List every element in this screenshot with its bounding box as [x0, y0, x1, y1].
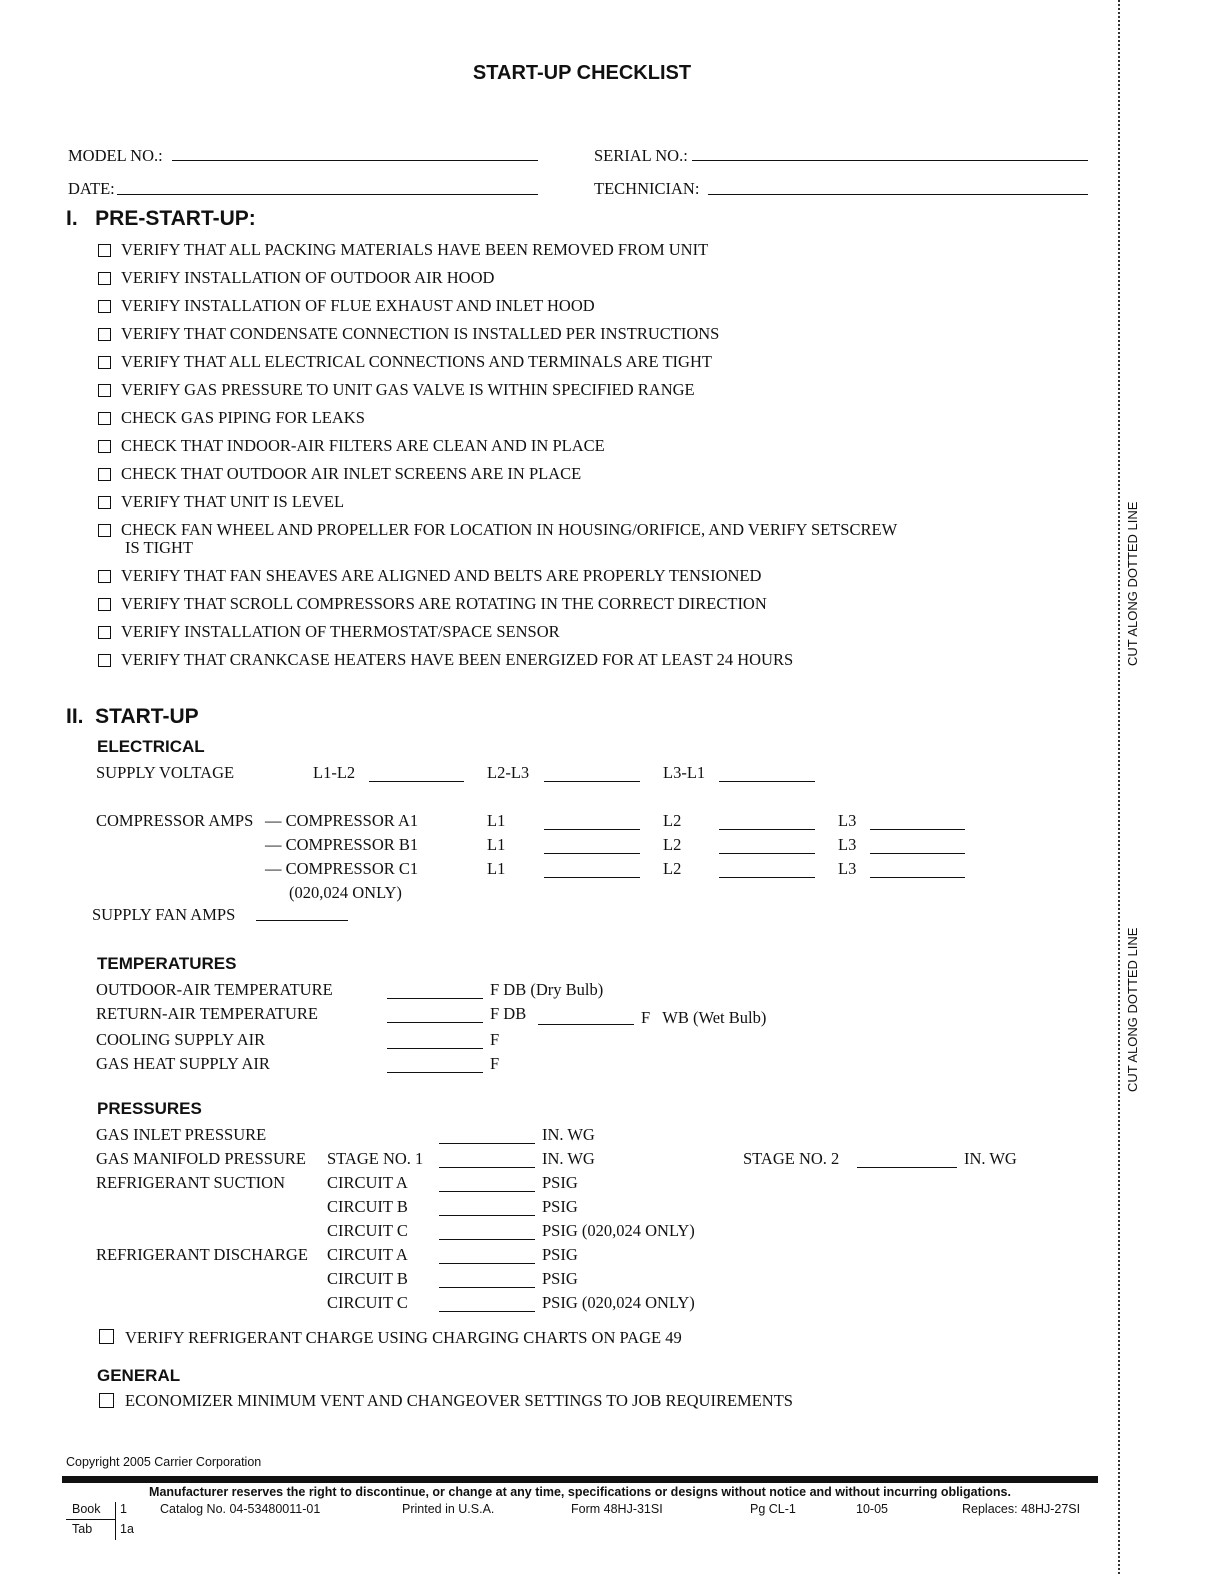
checkbox[interactable] — [98, 654, 111, 667]
cut-label-upper: CUT ALONG DOTTED LINE — [1125, 501, 1140, 666]
gas-heat-supply-air-field[interactable] — [387, 1072, 483, 1073]
b1-l2-field[interactable] — [719, 853, 815, 854]
discharge-circuit-b-unit: PSIG — [542, 1269, 578, 1288]
checkbox[interactable] — [98, 440, 111, 453]
date-field[interactable] — [117, 194, 538, 195]
compressor-b1-label: — COMPRESSOR B1 — [265, 835, 419, 854]
a1-l3-field[interactable] — [870, 829, 965, 830]
list-item: VERIFY GAS PRESSURE TO UNIT GAS VALVE IS WITHIN SPECIFIED RANGE — [121, 380, 695, 399]
list-item-continuation: IS TIGHT — [125, 538, 193, 557]
discharge-circuit-c-field[interactable] — [439, 1311, 535, 1312]
outdoor-air-temp-field[interactable] — [387, 998, 483, 999]
model-label: MODEL NO.: — [68, 146, 163, 165]
book-tab-divider — [66, 1519, 116, 1520]
issue-date: 10-05 — [856, 1502, 888, 1516]
date-label: DATE: — [68, 179, 115, 198]
section-pre-start-up-heading: I. PRE-START-UP: — [66, 207, 256, 230]
list-item: CHECK THAT INDOOR-AIR FILTERS ARE CLEAN AND IN PLACE — [121, 436, 605, 455]
compressor-amps-label: COMPRESSOR AMPS — [96, 811, 254, 830]
page-title: START-UP CHECKLIST — [472, 62, 692, 84]
cut-label-lower: CUT ALONG DOTTED LINE — [1125, 927, 1140, 1092]
footer-rule — [62, 1476, 1098, 1483]
l2-l3-label: L2-L3 — [487, 763, 530, 782]
l1-l2-field[interactable] — [369, 781, 464, 782]
checkbox[interactable] — [98, 496, 111, 509]
gas-heat-f-label: F — [490, 1054, 500, 1073]
cut-dotted-line — [1118, 0, 1120, 1574]
compressor-a1-label: — COMPRESSOR A1 — [265, 811, 419, 830]
c1-l3-label: L3 — [838, 859, 857, 878]
list-item: CHECK GAS PIPING FOR LEAKS — [121, 408, 365, 427]
list-item: VERIFY THAT UNIT IS LEVEL — [121, 492, 345, 511]
a1-l1-label: L1 — [487, 811, 506, 830]
compressor-note: (020,024 ONLY) — [289, 883, 402, 902]
checkbox[interactable] — [98, 626, 111, 639]
checkbox[interactable] — [98, 468, 111, 481]
stage2-label: STAGE NO. 2 — [743, 1149, 840, 1168]
tab-value: 1a — [120, 1522, 134, 1536]
c1-l3-field[interactable] — [870, 877, 965, 878]
list-item: VERIFY THAT FAN SHEAVES ARE ALIGNED AND BELTS ARE PROPERLY TENSIONED — [121, 566, 762, 585]
suction-circuit-a-unit: PSIG — [542, 1173, 578, 1192]
verify-charge-checkbox[interactable] — [99, 1329, 114, 1344]
discharge-circuit-c-unit: PSIG (020,024 ONLY) — [542, 1293, 695, 1312]
checkbox[interactable] — [98, 412, 111, 425]
checkbox[interactable] — [98, 524, 111, 537]
suction-circuit-c-label: CIRCUIT C — [327, 1221, 408, 1240]
verify-charge-label: VERIFY REFRIGERANT CHARGE USING CHARGING CHARTS ON PAGE 49 — [125, 1328, 682, 1347]
book-tab-vdivider — [115, 1502, 116, 1540]
cooling-f-label: F — [490, 1030, 500, 1049]
printed-in: Printed in U.S.A. — [402, 1502, 495, 1516]
list-item: VERIFY THAT ALL ELECTRICAL CONNECTIONS AND TERMINALS ARE TIGHT — [121, 352, 712, 371]
b1-l2-label: L2 — [663, 835, 682, 854]
form-number: Form 48HJ-31SI — [571, 1502, 663, 1516]
checkbox[interactable] — [98, 244, 111, 257]
discharge-circuit-a-unit: PSIG — [542, 1245, 578, 1264]
gas-manifold-pressure-label: GAS MANIFOLD PRESSURE — [96, 1149, 306, 1168]
l2-l3-field[interactable] — [544, 781, 640, 782]
pressures-heading: PRESSURES — [97, 1099, 202, 1118]
l3-l1-field[interactable] — [719, 781, 815, 782]
list-item: VERIFY INSTALLATION OF FLUE EXHAUST AND INLET HOOD — [121, 296, 595, 315]
return-air-temp-label: RETURN-AIR TEMPERATURE — [96, 1004, 318, 1023]
page-number: Pg CL-1 — [750, 1502, 796, 1516]
model-field[interactable] — [172, 160, 538, 161]
discharge-circuit-a-field[interactable] — [439, 1263, 535, 1264]
b1-l3-label: L3 — [838, 835, 857, 854]
list-item: VERIFY THAT ALL PACKING MATERIALS HAVE BEEN REMOVED FROM UNIT — [121, 240, 709, 259]
cooling-supply-air-label: COOLING SUPPLY AIR — [96, 1030, 266, 1049]
c1-l1-label: L1 — [487, 859, 506, 878]
compressor-c1-label: — COMPRESSOR C1 — [265, 859, 419, 878]
technician-field[interactable] — [708, 194, 1088, 195]
refrigerant-suction-label: REFRIGERANT SUCTION — [96, 1173, 286, 1192]
gas-heat-supply-air-label: GAS HEAT SUPPLY AIR — [96, 1054, 270, 1073]
suction-circuit-b-field[interactable] — [439, 1215, 535, 1216]
book-label: Book — [72, 1502, 101, 1516]
discharge-circuit-a-label: CIRCUIT A — [327, 1245, 408, 1264]
technician-label: TECHNICIAN: — [594, 179, 700, 198]
general-heading: GENERAL — [97, 1366, 181, 1385]
list-item: VERIFY THAT CRANKCASE HEATERS HAVE BEEN ENERGIZED FOR AT LEAST 24 HOURS — [121, 650, 794, 669]
serial-label: SERIAL NO.: — [594, 146, 688, 165]
outdoor-fdb-label: F DB (Dry Bulb) — [490, 980, 604, 999]
checkbox[interactable] — [98, 356, 111, 369]
suction-circuit-b-unit: PSIG — [542, 1197, 578, 1216]
stage1-field[interactable] — [439, 1167, 535, 1168]
list-item: CHECK FAN WHEEL AND PROPELLER FOR LOCATION IN HOUSING/ORIFICE, AND VERIFY SETSCREW — [121, 520, 898, 539]
section-start-up-heading: II. START-UP — [66, 705, 199, 728]
list-item: VERIFY INSTALLATION OF OUTDOOR AIR HOOD — [121, 268, 495, 287]
b1-l1-field[interactable] — [544, 853, 640, 854]
temperatures-heading: TEMPERATURES — [97, 954, 237, 973]
a1-l2-label: L2 — [663, 811, 682, 830]
return-air-wb-field[interactable] — [538, 1024, 634, 1025]
copyright: Copyright 2005 Carrier Corporation — [66, 1455, 262, 1469]
checkbox[interactable] — [98, 598, 111, 611]
suction-circuit-c-unit: PSIG (020,024 ONLY) — [542, 1221, 695, 1240]
checkbox[interactable] — [98, 384, 111, 397]
c1-l2-label: L2 — [663, 859, 682, 878]
disclaimer: Manufacturer reserves the right to discontinue, or change at any time, specifications or designs without notice and without incurring obligations. — [149, 1485, 1011, 1499]
supply-voltage-label: SUPPLY VOLTAGE — [96, 763, 235, 782]
b1-l3-field[interactable] — [870, 853, 965, 854]
l3-l1-label: L3-L1 — [663, 763, 706, 782]
return-air-db-field[interactable] — [387, 1022, 483, 1023]
c1-l1-field[interactable] — [544, 877, 640, 878]
supply-fan-amps-label: SUPPLY FAN AMPS — [92, 905, 236, 924]
stage2-field[interactable] — [857, 1167, 957, 1168]
suction-circuit-a-label: CIRCUIT A — [327, 1173, 408, 1192]
checkbox[interactable] — [98, 570, 111, 583]
serial-field[interactable] — [692, 160, 1088, 161]
economizer-checkbox[interactable] — [99, 1393, 114, 1408]
refrigerant-discharge-label: REFRIGERANT DISCHARGE — [96, 1245, 308, 1264]
a1-l2-field[interactable] — [719, 829, 815, 830]
economizer-label: ECONOMIZER MINIMUM VENT AND CHANGEOVER SETTINGS TO JOB REQUIREMENTS — [125, 1391, 793, 1410]
list-item: VERIFY THAT SCROLL COMPRESSORS ARE ROTATING IN THE CORRECT DIRECTION — [121, 594, 767, 613]
catalog-number: Catalog No. 04-53480011-01 — [160, 1502, 321, 1516]
gas-inlet-unit: IN. WG — [542, 1125, 595, 1144]
electrical-heading: ELECTRICAL — [97, 737, 205, 756]
discharge-circuit-c-label: CIRCUIT C — [327, 1293, 408, 1312]
list-item: VERIFY THAT CONDENSATE CONNECTION IS INSTALLED PER INSTRUCTIONS — [121, 324, 720, 343]
gas-inlet-pressure-field[interactable] — [439, 1143, 535, 1144]
suction-circuit-b-label: CIRCUIT B — [327, 1197, 408, 1216]
c1-l2-field[interactable] — [719, 877, 815, 878]
suction-circuit-a-field[interactable] — [439, 1191, 535, 1192]
suction-circuit-c-field[interactable] — [439, 1239, 535, 1240]
l1-l2-label: L1-L2 — [313, 763, 356, 782]
checkbox[interactable] — [98, 300, 111, 313]
list-item: VERIFY INSTALLATION OF THERMOSTAT/SPACE SENSOR — [121, 622, 560, 641]
cooling-supply-air-field[interactable] — [387, 1048, 483, 1049]
gas-inlet-pressure-label: GAS INLET PRESSURE — [96, 1125, 267, 1144]
a1-l3-label: L3 — [838, 811, 857, 830]
outdoor-air-temp-label: OUTDOOR-AIR TEMPERATURE — [96, 980, 333, 999]
stage2-unit: IN. WG — [964, 1149, 1017, 1168]
b1-l1-label: L1 — [487, 835, 506, 854]
discharge-circuit-b-label: CIRCUIT B — [327, 1269, 408, 1288]
return-fwb-label: F WB (Wet Bulb) — [641, 1008, 767, 1027]
book-value: 1 — [120, 1502, 127, 1516]
checkbox[interactable] — [98, 328, 111, 341]
supply-fan-amps-field[interactable] — [256, 920, 348, 921]
checkbox[interactable] — [98, 272, 111, 285]
stage1-unit: IN. WG — [542, 1149, 595, 1168]
discharge-circuit-b-field[interactable] — [439, 1287, 535, 1288]
stage1-label: STAGE NO. 1 — [327, 1149, 424, 1168]
list-item: CHECK THAT OUTDOOR AIR INLET SCREENS ARE IN PLACE — [121, 464, 582, 483]
a1-l1-field[interactable] — [544, 829, 640, 830]
tab-label: Tab — [72, 1522, 93, 1536]
return-fdb-label: F DB — [490, 1004, 527, 1023]
replaces: Replaces: 48HJ-27SI — [962, 1502, 1081, 1516]
